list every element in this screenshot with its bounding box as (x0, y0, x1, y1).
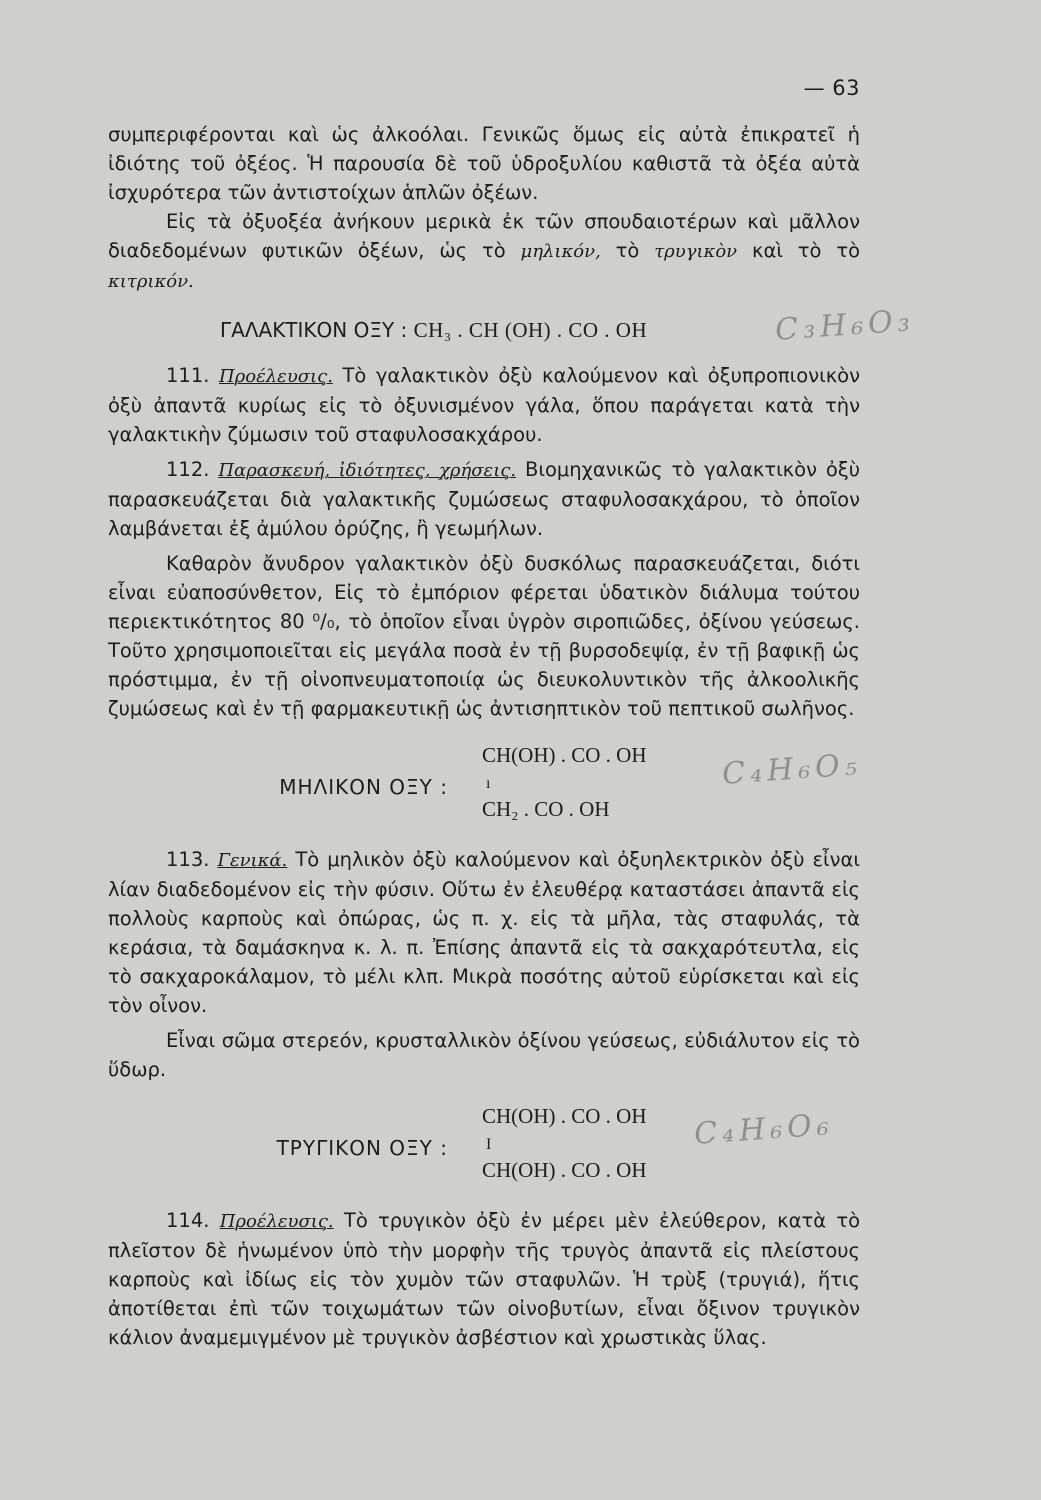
compound-name: ΤΡΥΓΙΚΟΝ ΟΞΥ : (276, 1136, 448, 1160)
bond-mark: ı (486, 775, 491, 792)
paragraph-pure-lactic: Καθαρὸν ἄνυδρον γαλακτικὸν ὀξὺ δυσκόλως παρασκευάζεται, διότι εἶναι εὐαποσύνθετον, Εἰς τὸ ἐμπόριον φέρεται ὑδατικὸν διάλυμα τούτου περιεκτικότητος 80 ⁰/₀, τὸ ὁποῖον εἶναι ὑγρὸν σιροπιῶδες, ὀξίνου γεύσεως. Τοῦτο χρησιμοποιεῖται εἰς μεγάλα ποσὰ ἐν τῇ βυρσοδεψίᾳ, ἐν τῇ βαφικῇ ὡς πρόστιμμα, ἐν τῇ οἰνοπνευματοποιίᾳ ὡς διευκολυντικὸν τῆς ἀλκοολικῆς ζυμώσεως καὶ ἐν τῇ φαρμακευτικῇ ὡς ἀντισηπτικὸν τοῦ πεπτικοῦ σωλῆνος. (108, 552, 860, 720)
emphasis-malic: μηλικόν, (520, 241, 601, 262)
text-span: καὶ τὸ τὸ (751, 239, 861, 262)
text-span: τὸ (615, 239, 640, 262)
emphasis-citric: κιτρικόν. (108, 271, 194, 292)
bond-mark: I (486, 1136, 492, 1153)
paragraph-intro: συμπεριφέρονται καὶ ὡς ἀλκοόλαι. Γενικῶς ὅμως εἰς αὐτὰ ἐπικρατεῖ ἡ ἰδιότης τοῦ ὀξέος. Ἡ παρουσία δὲ τοῦ ὑδροξυλίου καθιστᾶ τὰ ὀξέα αὐτὰ ἰσχυρότερα τῶν ἀντιστοίχων ἁπλῶν ὀξέων. (108, 123, 860, 204)
section-heading: Προέλευσις. (219, 1211, 334, 1232)
chemical-formula-line: CH(OH) . CO . OH (482, 1158, 647, 1182)
paragraph-malic-properties: Εἶναι σῶμα στερεόν, κρυσταλλικὸν ὀξίνου γεύσεως, εὐδιάλυτον εἰς τὸ ὕδωρ. (108, 1029, 860, 1081)
section-111 (108, 361, 860, 449)
chemical-formula-line: CH(OH) . CO . OH (482, 1104, 647, 1128)
section-114 (108, 1206, 860, 1352)
section-heading: Γενικά. (217, 850, 288, 871)
section-113 (108, 845, 860, 1020)
section-number: 112. (166, 458, 210, 481)
compound-name: ΜΗΛΙΚΟΝ ΟΞΥ : (279, 775, 448, 799)
chemical-formula-line: CH(OH) . CO . OH (482, 743, 647, 767)
chemical-formula-line: CH₂ . CO . OH (482, 797, 610, 821)
section-number: 113. (166, 848, 210, 871)
section-text: Τὸ τρυγικὸν ὀξὺ ἐν μέρει μὲν ἐλεύθερον, κατὰ τὸ πλεῖστον δὲ ἡνωμένον ὑπὸ τὴν μορφὴν τῆς τρυγὸς ἀπαντᾶ εἰς πλείστους καρποὺς καὶ ἰδίως εἰς τὸν χυμὸν τῶν σταφυλῶν. Ἡ τρὺξ (τρυγιά), ἥτις ἀποτίθεται ἐπὶ τῶν τοιχωμάτων τῶν οἰνοβυτίων, εἶναι ὄξινον τρυγικὸν κάλιον ἀναμεμιγμένον μὲ τρυγικὸν ἀσβέστιον καὶ χρωστικὰς ὕλας. (108, 1209, 861, 1349)
section-text: Τὸ μηλικὸν ὀξὺ καλούμενον καὶ ὀξυηλεκτρικὸν ὀξὺ εἶναι λίαν διαδεδομένον εἰς τὴν φύσιν. Οὕτω ἐν ἐλευθέρᾳ καταστάσει ἀπαντᾶ εἰς πολλοὺς καρποὺς καὶ ὀπώρας, ὡς π. χ. εἰς τὰ μῆλα, τὰς σταφυλάς, τὰ κεράσια, τὰ δαμάσκηνα κ. λ. π. Ἐπίσης ἀπαντᾶ εἰς τὰ σακχαρότευτλα, εἰς τὸ σακχαροκάλαμον, τὸ μέλι κλπ. Μικρὰ ποσότης αὐτοῦ εὑρίσκεται καὶ εἰς τὸν οἶνον. (108, 848, 860, 1017)
section-text: Τὸ γαλακτικὸν ὀξὺ καλούμενον καὶ ὀξυπροπιονικὸν ὀξὺ ἀπαντᾶ κυρίως εἰς τὸ ὀξυνισμένον γάλα, ὅπου παράγεται κατὰ τὴν γαλακτικὴν ζύμωσιν τοῦ σταφυλοσακχάρου. (108, 364, 861, 446)
handwritten-note-tartaric: C₄H₆O₆ (692, 1107, 835, 1152)
compound-name: ΓΑΛΑΚΤΙΚΟΝ ΟΞΥ : (220, 318, 408, 342)
handwritten-note-lactic: C₃H₆O₃ (773, 303, 916, 348)
section-number: 111. (166, 364, 210, 387)
handwritten-note-malic: C₄H₆O₅ (720, 747, 863, 792)
section-number: 114. (166, 1209, 210, 1232)
lactic-acid-formula (108, 316, 860, 345)
text-span: Εἰς τὰ ὀξυοξέα ἀνήκουν μερικὰ ἐκ τῶν σπουδαιοτέρων καὶ μᾶλλον διαδεδομένων φυτικῶν ὀξέων, ὡς τὸ (108, 210, 860, 262)
emphasis-tartaric: τρυγικὸν (654, 241, 738, 262)
page-number: — 63 (803, 76, 860, 100)
section-112 (108, 455, 860, 543)
chemical-formula: CH₃ . CH (OH) . CO . OH (413, 318, 648, 342)
page-body (108, 120, 860, 1352)
section-text: Βιομηχανικῶς τὸ γαλακτικὸν ὀξὺ παρασκευάζεται διὰ γαλακτικῆς ζυμώσεως σταφυλοσακχάρου, τὸ ὁποῖον λαμβάνεται ἐξ ἀμύλου ὀρύζης, ἢ γεωμήλων. (108, 458, 860, 540)
section-heading: Παρασκευή, ἰδιότητες, χρήσεις. (218, 460, 517, 481)
paragraph-oxyacids (108, 207, 860, 296)
section-heading: Προέλευσις. (218, 366, 333, 387)
